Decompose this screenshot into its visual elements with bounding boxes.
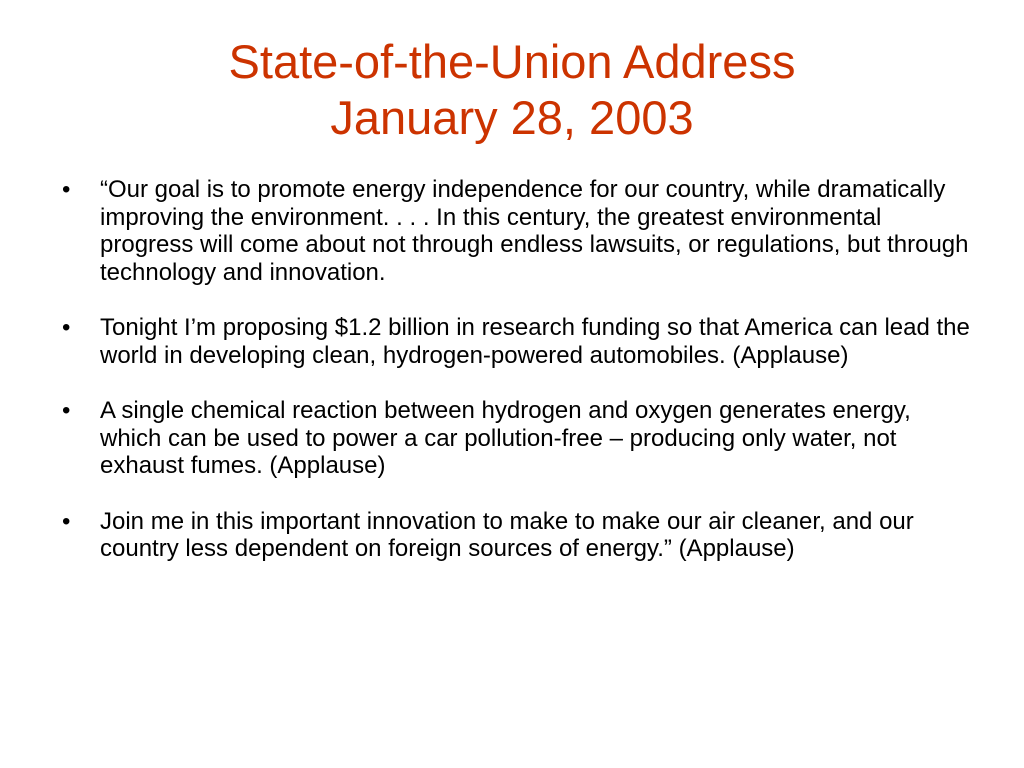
bullet-text: Join me in this important innovation to make to make our air cleaner, and our country less dependent on foreign sources of energy.” (Applause) — [100, 507, 914, 562]
bullet-text: “Our goal is to promote energy independence for our country, while dramatically improving the environment. . . . In this century, the greatest environmental progress will come about not through endless lawsuits, or regulations, but through technology and innovation. — [100, 176, 969, 286]
bullet-icon: • — [62, 507, 71, 535]
bullet-item-energy-independence — [62, 176, 974, 286]
bullet-text: A single chemical reaction between hydrogen and oxygen generates energy, which can be used to power a car pollution-free – producing only water, not exhaust fumes. (Applause) — [100, 397, 911, 479]
bullet-item-research-funding — [62, 314, 974, 369]
title-line-1: State-of-the-Union Address — [228, 35, 796, 88]
bullet-item-join-innovation — [62, 508, 974, 563]
bullet-item-chemical-reaction — [62, 397, 974, 480]
slide-title — [0, 34, 1024, 146]
bullet-icon: • — [62, 397, 71, 424]
bullet-icon: • — [62, 314, 71, 341]
bullet-icon: • — [62, 176, 71, 203]
title-line-2: January 28, 2003 — [330, 91, 694, 144]
bullet-text: Tonight I’m proposing $1.2 billion in research funding so that America can lead the world in developing clean, hydrogen-powered automobiles. (Applause) — [100, 314, 970, 369]
bullet-list — [62, 176, 974, 591]
